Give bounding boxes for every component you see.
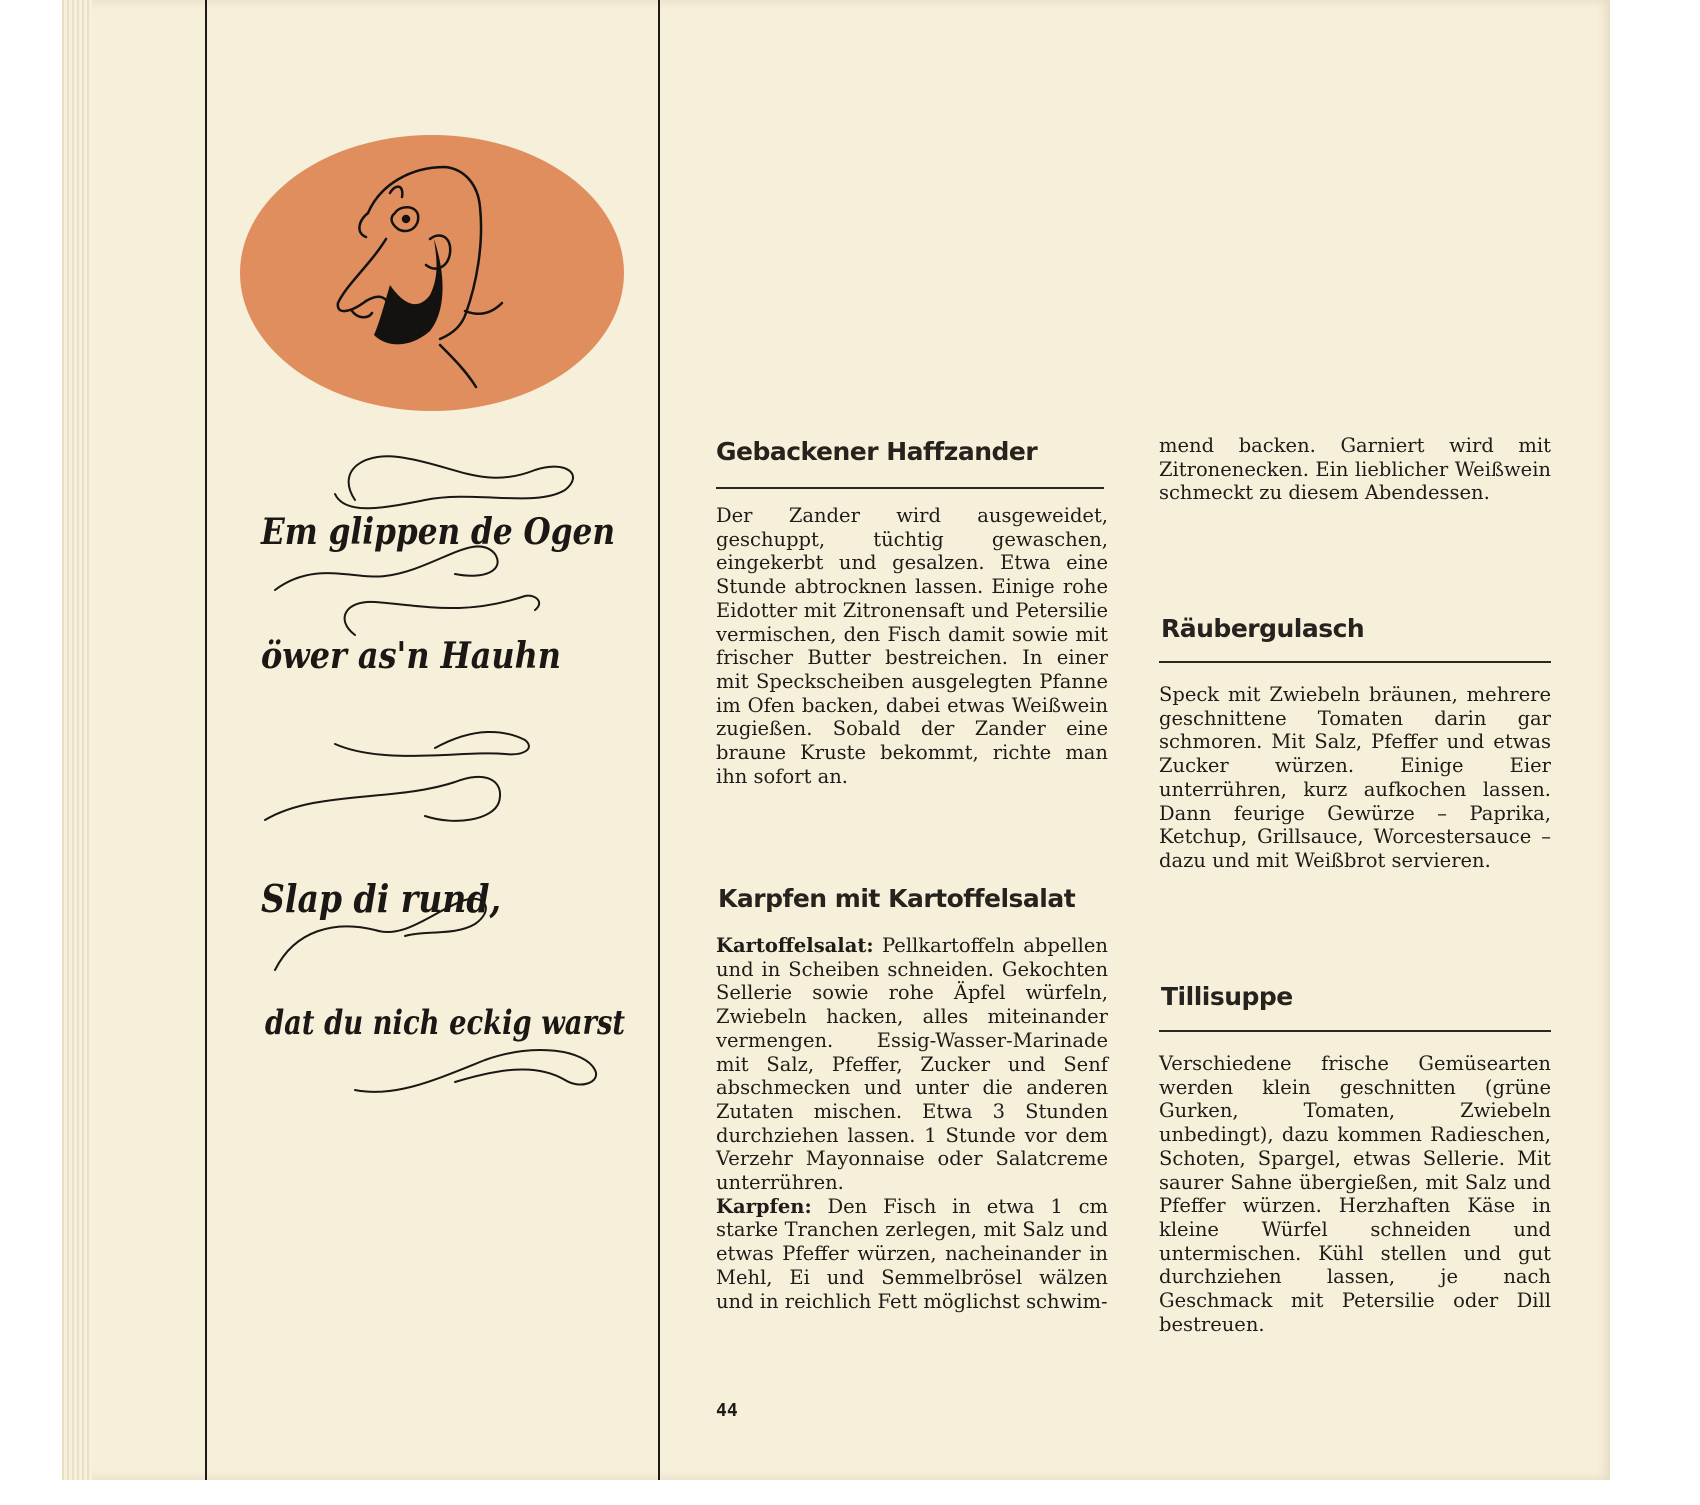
center-frame-rule xyxy=(658,0,660,1483)
motto-calligraphy xyxy=(235,430,645,1110)
recipe-title-karpfen: Karpfen mit Kartoffelsalat xyxy=(718,884,1076,913)
page-edge xyxy=(62,0,92,1480)
flourish-4 xyxy=(335,732,529,756)
caricature-medallion xyxy=(240,135,624,411)
caricature-face-icon xyxy=(240,135,624,411)
binding-shadow xyxy=(1610,0,1700,1505)
recipe-paragraph xyxy=(716,1195,1108,1314)
recipe-paragraph: Verschiedene frische Gemüsearten werden klein geschnitten (grüne Gurken, Tomaten, Zwiebeln unbedingt), dazu kommen Radieschen, Schoten, Spargel, etwas Sellerie. Mit saurer Sahne übergießen, mit Salz und Pfeffer würzen. Herzhaften Käse in kleine Würfel schneiden und untermischen. Kühl stellen und gut durchziehen lassen, je nach Geschmack mit Petersilie oder Dill bestreuen. xyxy=(1159,1052,1551,1336)
bottom-margin xyxy=(0,1480,1700,1505)
motto-line-4: dat du nich eckig warst xyxy=(265,1003,626,1043)
recipe-paragraph: Der Zander wird ausgeweidet, geschuppt, tüchtig gewaschen, eingekerbt und gesalzen. Etwa eine Stunde abtrocknen lassen. Einige rohe Eidotter mit Zitronensaft und Petersilie vermischen, den Fisch damit sowie mit frischer Butter bestreichen. In einer mit Speckscheiben ausgelegten Pfanne im Ofen backen, dabei etwas Weißwein zugießen. Sobald der Zander eine braune Kruste bekommt, richte man ihn sofort an. xyxy=(716,504,1108,788)
flourish-3 xyxy=(345,596,540,635)
heading-rule xyxy=(1159,1030,1551,1032)
recipe-text-karpfen xyxy=(716,934,1108,1313)
recipe-paragraph: mend backen. Garniert wird mit Zitronenecken. Ein lieblicher Weißwein schmeckt zu diesem Abendessen. xyxy=(1159,434,1551,505)
heading-rule xyxy=(1159,661,1551,663)
recipe-text-raeubergulasch xyxy=(1159,683,1551,873)
recipe-paragraph xyxy=(716,934,1108,1195)
flourish-5 xyxy=(265,777,500,821)
recipe-text-tillisuppe xyxy=(1159,1052,1551,1336)
motto-line-2: öwer as'n Hauhn xyxy=(261,635,561,677)
recipe-paragraph: Speck mit Zwiebeln bräunen, mehrere geschnittene Tomaten darin gar schmoren. Mit Salz, Pfeffer und etwas Zucker würzen. Einige Eier unterrühren, kurz aufkochen lassen. Dann feurige Gewürze – Paprika, Ketchup, Grillsauce, Worcestersauce – dazu und mit Weißbrot servieren. xyxy=(1159,683,1551,872)
recipe-text-haffzander xyxy=(716,504,1108,788)
left-frame-rule xyxy=(205,0,207,1483)
flourish-1 xyxy=(335,456,573,508)
part-text-kartoffelsalat: Pellkartoffeln abpellen und in Scheiben schneiden. Gekochten Sellerie sowie rohe Äpfel würfeln, Zwiebeln hacken, alles miteinander vermengen. Essig-Wasser-Marinade mit Salz, Pfeffer, Zucker und Senf abschmecken und unter die anderen Zutaten mischen. Etwa 3 Stunden durchziehen lassen. 1 Stunde vor dem Verzehr Mayonnaise oder Salatcreme unterrühren. xyxy=(716,934,1108,1195)
flourish-7 xyxy=(355,1050,596,1092)
recipe-title-haffzander: Gebackener Haffzander xyxy=(716,437,1038,466)
heading-rule xyxy=(716,487,1104,489)
page-number: 44 xyxy=(716,1400,738,1421)
motto-line-3: Slap di rund, xyxy=(261,876,501,921)
recipe-continuation-karpfen xyxy=(1159,434,1551,505)
part-text-karpfen: Den Fisch in etwa 1 cm starke Tranchen zerlegen, mit Salz und etwas Pfeffer würzen, nacheinander in Mehl, Ei und Semmelbrösel wälzen und in reichlich Fett möglichst schwim- xyxy=(716,1194,1108,1313)
part-label-karpfen: Karpfen: xyxy=(716,1194,812,1218)
part-label-kartoffelsalat: Kartoffelsalat: xyxy=(716,934,874,957)
recipe-title-raeubergulasch: Räubergulasch xyxy=(1161,614,1365,643)
recipe-title-tillisuppe: Tillisuppe xyxy=(1161,982,1293,1011)
motto-line-1: Em glippen de Ogen xyxy=(260,511,615,553)
